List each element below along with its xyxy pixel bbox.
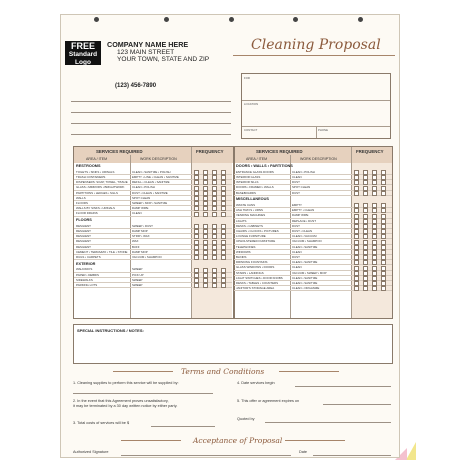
company-street: 123 MAIN STREET [117, 48, 175, 56]
logo-placeholder [65, 41, 101, 65]
proposal-form [60, 14, 400, 458]
page-title: Cleaning Proposal [251, 37, 381, 53]
term-5: 5. This offer or agreement expires on [237, 399, 300, 403]
area-item-cell: WALLS BY SINKS • URINALS [76, 206, 115, 211]
area-item-cell: TELEPHONES [236, 244, 256, 249]
term-3: 3. Total costs of services will be $ [73, 421, 130, 425]
work-description-cell: SPOT CLEAN [132, 195, 151, 200]
area-item-cell: INTERIOR SILLS [236, 180, 259, 185]
work-description-cell: EMPTY [292, 203, 302, 207]
quoted-by-line[interactable] [265, 422, 391, 423]
total-cost-line[interactable] [151, 426, 215, 427]
work-description-cell: VACUUM • SWEEP • MOP [292, 270, 327, 275]
area-item-cell: ASH TRAYS • URNS [236, 208, 263, 213]
work-description-cell: SWEEP [132, 267, 143, 272]
work-description-cell: EMPTY • LINE • CLEAN • SANITIZE [132, 175, 179, 179]
area-item-cell: RESILIENT [76, 223, 91, 228]
area-item-cell: CEMENT • TERRAZZO • TILE • STONE [76, 249, 128, 254]
area-item-cell: STAIRS • LANDINGS [236, 270, 264, 275]
area-item-cell: WASTE CANS [236, 203, 256, 207]
company-block [107, 41, 209, 64]
area-item-cell: JANITOR'S STORAGE AREA [236, 286, 275, 291]
area-item-cell: RESILIENT [76, 234, 91, 239]
services-table [73, 146, 393, 319]
terms-rule-left [113, 371, 173, 372]
contact-label: CONTACT [244, 128, 258, 132]
area-item-cell: SIDEWALKS [76, 277, 93, 282]
work-description-cell: VACUUM • SHAMPOO [132, 255, 162, 259]
customer-line[interactable] [71, 134, 231, 135]
area-item-cell: WINDOWS [236, 249, 251, 254]
company-phone: (123) 456-7890 [115, 83, 157, 89]
table-row [74, 244, 232, 245]
table-row [74, 282, 232, 283]
work-description-cell: CLEAN [292, 265, 302, 270]
table-row [74, 233, 232, 234]
table-row [234, 195, 392, 196]
work-description-cell: DUST [292, 180, 300, 185]
customer-line[interactable] [71, 123, 231, 124]
title-rule [233, 55, 395, 56]
area-item-cell: WALKWAYS [76, 267, 93, 272]
area-item-cell: LIGHTS [236, 218, 247, 223]
work-description-cell: CLEAN • VACUUM [292, 234, 317, 239]
work-description-cell: CLEAN [132, 211, 142, 216]
table-row [234, 290, 392, 291]
section-title: FLOORS [76, 218, 92, 222]
work-description-cell: DAMP WIPE [292, 213, 309, 218]
work-description-cell: DUST [292, 255, 300, 259]
work-description-cell: SWEEP • DUST [132, 223, 153, 228]
work-description-cell: CLEAN [292, 175, 302, 179]
frequency-left-header: FREQUENCY [196, 149, 224, 154]
frequency-checkbox[interactable] [381, 286, 386, 291]
work-description-cell: VACUUM • SHAMPOO [292, 239, 322, 244]
terms-rule-right [279, 371, 339, 372]
area-item-cell: RUGS • CARPETS [76, 255, 101, 259]
term-2a: 2. In the event that this Agreement proves unsatisfactory, [73, 399, 169, 403]
work-description-cell: DUST • CLEAN [292, 229, 313, 233]
area-item-right-header: AREA / ITEM [246, 157, 268, 161]
area-item-cell: BLINDS [236, 255, 247, 259]
special-instructions-box[interactable] [73, 324, 393, 364]
logo-logo-text: Logo [75, 58, 91, 66]
work-description-cell: WAX [132, 239, 139, 244]
acceptance-title: Acceptance of Proposal [193, 436, 283, 445]
table-row [74, 287, 232, 288]
section-title: MISCELLANEOUS [236, 197, 269, 202]
punch-hole [94, 17, 99, 22]
area-item-cell: FLOOR DRAINS [76, 211, 98, 216]
acceptance-rule-left [121, 440, 181, 441]
area-item-cell: WALLS [76, 195, 86, 200]
signature-line[interactable] [121, 455, 291, 456]
frequency-checkbox[interactable] [212, 283, 217, 288]
area-item-cell: FLOORS [76, 201, 88, 205]
work-description-cell: CLEAN [292, 249, 302, 254]
frequency-checkbox[interactable] [203, 255, 208, 260]
services-required-left-header: SERVICES REQUIRED [96, 149, 143, 154]
address-box [241, 73, 391, 139]
area-item-cell: GLASS • MIRRORS • BRIGHTWORK [76, 185, 125, 190]
term-4: 4. Date services begin [237, 381, 275, 385]
frequency-checkbox[interactable] [221, 255, 226, 260]
frequency-checkbox[interactable] [221, 212, 226, 217]
work-description-cell: DUST [292, 190, 300, 195]
area-item-cell: LIGHT SWITCHES • DOOR KNOBS [236, 275, 283, 280]
table-row [74, 195, 232, 196]
frequency-checkbox[interactable] [381, 191, 386, 196]
work-description-cell: SWEEP [132, 277, 143, 282]
work-description-cell: STRIP • WAX [132, 234, 150, 239]
work-description-cell: DAMP MOP [132, 229, 148, 233]
frequency-checkbox[interactable] [194, 283, 199, 288]
customer-line[interactable] [71, 112, 231, 113]
table-row [74, 228, 232, 229]
table-row [234, 249, 392, 250]
company-city: YOUR TOWN, STATE AND ZIP [117, 56, 210, 64]
date-begin-line[interactable] [295, 386, 391, 387]
frequency-checkbox[interactable] [194, 255, 199, 260]
work-description-cell: CLEAN • SANITIZE [292, 244, 318, 249]
date-label: Date [299, 450, 308, 454]
frequency-checkbox[interactable] [372, 191, 377, 196]
terms-title: Terms and Conditions [181, 367, 265, 376]
location-label: LOCATION [244, 102, 259, 106]
table-row [74, 277, 232, 278]
area-item-cell: CHAIRS • CLOCKS • PICTURES [236, 229, 279, 233]
frequency-checkbox[interactable] [194, 212, 199, 217]
section-title: EXTERIOR [76, 261, 96, 266]
frequency-checkbox[interactable] [203, 212, 208, 217]
work-description-cell: CLEAN • POLISH [132, 185, 155, 190]
frequency-checkbox[interactable] [363, 191, 368, 196]
area-item-cell: BASEBOARDS [236, 190, 256, 195]
services-required-right-header: SERVICES REQUIRED [256, 149, 303, 154]
area-item-cell: GLASS WINDOWS • DOORS [236, 265, 275, 270]
work-description-cell: SWEEP • MOP • SANITIZE [132, 201, 168, 205]
term-2b: it may be terminated by a 30 day written notice by either party. [73, 404, 178, 408]
frequency-checkbox[interactable] [354, 191, 359, 196]
table-row [74, 238, 232, 239]
area-item-cell: RESILIENT [76, 239, 91, 244]
area-item-cell: DRINKING FOUNTAINS [236, 260, 268, 265]
area-item-left-header: AREA / ITEM [86, 157, 108, 161]
punch-hole [358, 17, 363, 22]
signature-label: Authorized Signature [73, 450, 109, 454]
logo-standard-text: Standard [68, 51, 98, 58]
work-description-cell: PICK UP [132, 272, 144, 277]
work-description-cell: REFILL • CLEAN • SANITIZE [132, 180, 170, 185]
customer-line[interactable] [71, 101, 231, 102]
work-description-cell: DAMP MOP [132, 249, 148, 254]
area-item-cell: TRASH CONTAINERS [76, 175, 106, 179]
punch-hole [164, 17, 169, 22]
frequency-checkbox[interactable] [212, 212, 217, 217]
punch-hole [293, 17, 298, 22]
frequency-checkbox[interactable] [212, 255, 217, 260]
area-item-cell: INTERIOR GLASS [236, 175, 261, 179]
work-description-cell: DUST [292, 223, 300, 228]
frequency-right-header: FREQUENCY [356, 149, 384, 154]
work-description-cell: EMPTY • CLEAN [292, 208, 315, 213]
area-item-cell: LOUNGE FURNITURE [236, 234, 266, 239]
acceptance-rule-right [285, 440, 345, 441]
work-description-cell: CLEAN • SANITIZE • POLISH [132, 169, 171, 174]
frequency-checkbox[interactable] [221, 283, 226, 288]
frequency-checkbox[interactable] [372, 286, 377, 291]
supplies-line[interactable] [73, 393, 213, 394]
area-item-cell: DESKS • TABLES • COUNTERS [236, 281, 279, 285]
table-row [74, 216, 232, 217]
table-row [74, 259, 232, 260]
company-name: COMPANY NAME HERE [107, 40, 189, 49]
area-item-cell: DOORS • FRAMED • WALLS [236, 185, 274, 190]
area-item-cell: DESKS • CABINETS [236, 223, 263, 228]
area-item-cell: RESILIENT [76, 229, 91, 233]
expires-line[interactable] [323, 404, 391, 405]
area-item-cell: VENDING MACHINES [236, 213, 266, 218]
quoted-by-label: Quoted by [237, 417, 255, 421]
work-description-cell: CLEAN • SANITIZE [292, 275, 318, 280]
date-line[interactable] [313, 455, 391, 456]
special-instructions-label: SPECIAL INSTRUCTIONS / NOTES: [77, 328, 144, 333]
work-description-cell: BUFF [132, 244, 140, 249]
frequency-checkbox[interactable] [354, 286, 359, 291]
work-description-cell: SWEEP [132, 283, 143, 287]
area-item-cell: PAPER • DEBRIS [76, 272, 99, 277]
area-item-cell: TOILETS • SINKS • URINALS [76, 169, 115, 174]
work-description-cell: CLEAN • SANITIZE [292, 260, 318, 265]
work-description-cell: CLEAN • SANITIZE [292, 281, 318, 285]
area-item-cell: ENTRANCE GLASS DOORS [236, 169, 274, 174]
area-item-cell: UPHOLSTERED FURNITURE [236, 239, 276, 244]
area-item-cell: PARKING LOTS [76, 283, 98, 287]
address-divider [316, 126, 317, 138]
work-description-left-header: WORK DESCRIPTION [140, 157, 177, 161]
work-description-cell: REPLACE • DUST [292, 218, 316, 223]
for-label: FOR [244, 76, 250, 80]
frequency-checkbox[interactable] [203, 283, 208, 288]
table-row [234, 254, 392, 255]
section-title: RESTROOMS [76, 164, 101, 168]
area-item-cell: PARTITIONS • LEDGES • SILLS [76, 190, 118, 195]
frequency-checkbox[interactable] [363, 286, 368, 291]
work-description-cell: DUST • CLEAN • SANITIZE [132, 190, 168, 195]
area-item-cell: DISPENSERS: SOAP, TOWEL, TISSUE [76, 180, 128, 185]
logo-free-text: FREE [70, 41, 95, 51]
table-row [234, 190, 392, 191]
area-item-cell: RESILIENT [76, 244, 91, 249]
yellow-copy-corner [406, 442, 416, 460]
work-description-cell: SPOT CLEAN [292, 185, 311, 190]
phone-label: PHONE [318, 128, 328, 132]
term-1: 1. Cleaning supplies to perform this service will be supplied by: [73, 381, 179, 385]
address-line [242, 100, 390, 101]
section-title: DOORS • WALLS • PARTITIONS [236, 164, 293, 168]
work-description-cell: CLEAN • ORGANIZE [292, 286, 320, 291]
work-description-cell: DAMP WIPE [132, 206, 149, 211]
work-description-right-header: WORK DESCRIPTION [300, 157, 337, 161]
punch-hole [229, 17, 234, 22]
work-description-cell: CLEAN • POLISH [292, 169, 315, 174]
